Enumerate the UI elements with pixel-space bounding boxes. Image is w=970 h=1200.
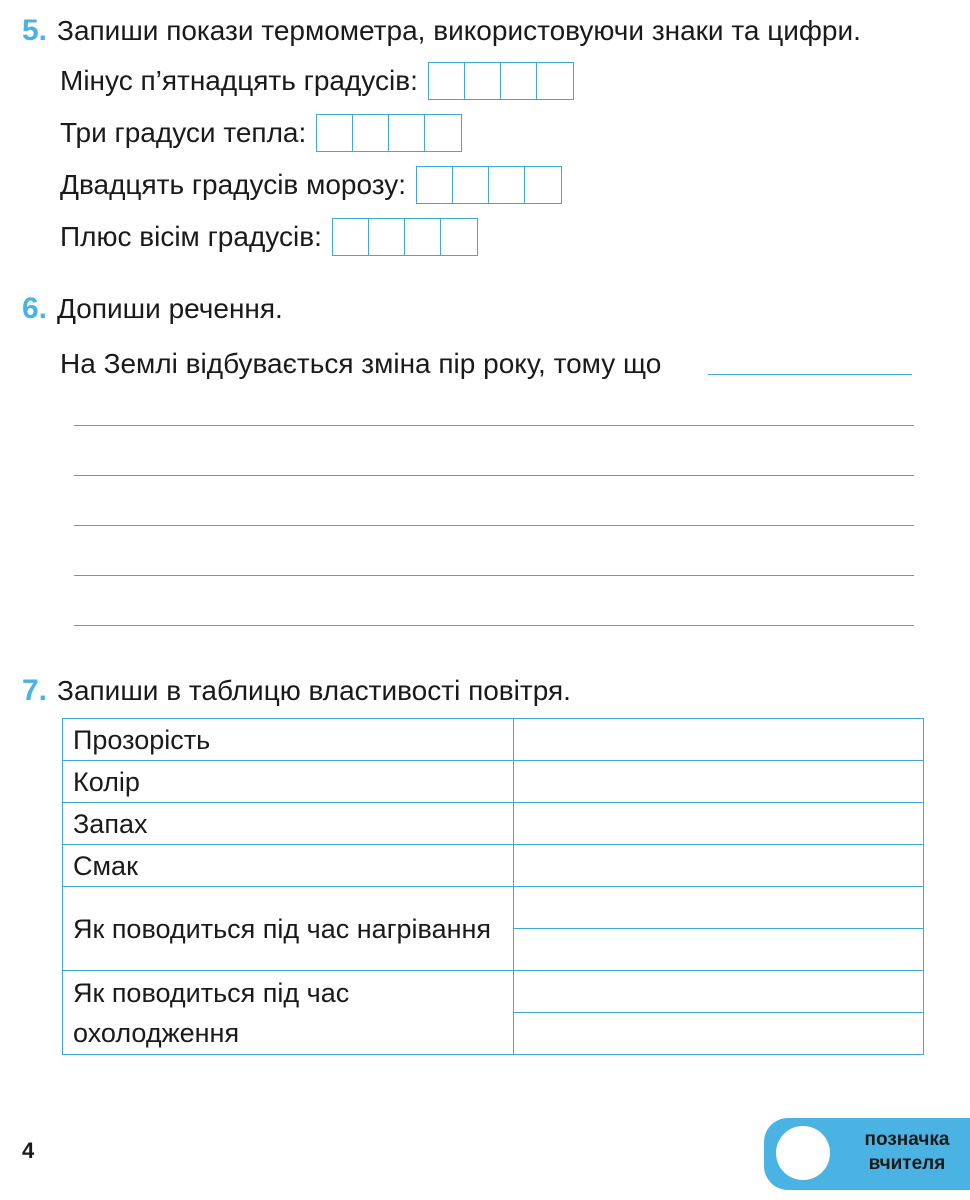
task-6-header (22, 292, 283, 326)
answer-cell[interactable] (417, 167, 453, 203)
property-name: Прозорість (63, 719, 514, 761)
answer-cell[interactable] (489, 167, 525, 203)
answer-cell[interactable] (441, 219, 477, 255)
task-5-title: Запиши покази термометра, використовуючи знаки та цифри. (57, 15, 861, 46)
answer-line[interactable] (74, 625, 914, 626)
air-properties-table (62, 718, 924, 1055)
answer-cell[interactable] (369, 219, 405, 255)
property-name: Запах (63, 803, 514, 845)
property-name: Смак (63, 845, 514, 887)
answer-cell[interactable] (389, 115, 425, 151)
teacher-mark-badge (764, 1118, 970, 1190)
thermo-row-2 (60, 114, 462, 152)
property-name: Колір (63, 761, 514, 803)
teacher-mark-label: позначка вчителя (864, 1129, 950, 1174)
thermo-row-label: Двадцять градусів морозу: (60, 169, 407, 200)
table-row (63, 845, 924, 887)
answer-cell[interactable] (317, 115, 353, 151)
answer-line[interactable] (74, 475, 914, 476)
answer-cell[interactable] (537, 63, 573, 99)
task-5-header (22, 14, 861, 48)
thermo-row-3 (60, 166, 562, 204)
answer-line[interactable] (74, 425, 914, 426)
task-5-number: 5. (22, 14, 48, 47)
answer-line[interactable] (74, 525, 914, 526)
table-row (63, 803, 924, 845)
property-answer-cell[interactable] (514, 929, 924, 971)
property-answer-cell[interactable] (514, 803, 924, 845)
page-number: 4 (22, 1138, 35, 1163)
property-answer-cell[interactable] (514, 845, 924, 887)
answer-cell[interactable] (425, 115, 461, 151)
answer-cell[interactable] (501, 63, 537, 99)
answer-cell[interactable] (453, 167, 489, 203)
answer-line[interactable] (708, 374, 912, 375)
task-7-title: Запиши в таблицю властивості повітря. (57, 675, 571, 706)
table-row (63, 761, 924, 803)
property-answer-cell[interactable] (514, 719, 924, 761)
task-7-header (22, 674, 571, 708)
answer-cells[interactable] (332, 218, 478, 256)
property-name: Як поводиться під час нагрівання (63, 887, 514, 971)
task-7-number: 7. (22, 674, 48, 707)
answer-cell[interactable] (353, 115, 389, 151)
thermo-row-label: Мінус п’ятнадцять градусів: (60, 65, 418, 96)
thermo-row-label: Плюс вісім градусів: (60, 221, 322, 252)
answer-cell[interactable] (333, 219, 369, 255)
thermo-row-4 (60, 218, 478, 256)
thermo-row-label: Три градуси тепла: (60, 117, 307, 148)
property-answer-cell[interactable] (514, 1013, 924, 1055)
property-answer-cell[interactable] (514, 971, 924, 1013)
answer-cell[interactable] (525, 167, 561, 203)
answer-cells[interactable] (428, 62, 574, 100)
answer-cell[interactable] (429, 63, 465, 99)
answer-cell[interactable] (465, 63, 501, 99)
table-row (63, 719, 924, 761)
task-6-number: 6. (22, 292, 48, 325)
answer-cells[interactable] (316, 114, 462, 152)
answer-line[interactable] (74, 575, 914, 576)
answer-cells[interactable] (416, 166, 562, 204)
thermo-row-1 (60, 62, 574, 100)
property-name: Як поводиться під час охолодження (63, 971, 514, 1055)
table-row (63, 971, 924, 1013)
sentence-start: На Землі відбувається зміна пір року, тому що (60, 348, 662, 379)
table-row (63, 887, 924, 929)
property-answer-cell[interactable] (514, 887, 924, 929)
answer-cell[interactable] (405, 219, 441, 255)
teacher-mark-circle[interactable] (776, 1126, 830, 1180)
property-answer-cell[interactable] (514, 761, 924, 803)
task-6-title: Допиши речення. (57, 293, 283, 324)
